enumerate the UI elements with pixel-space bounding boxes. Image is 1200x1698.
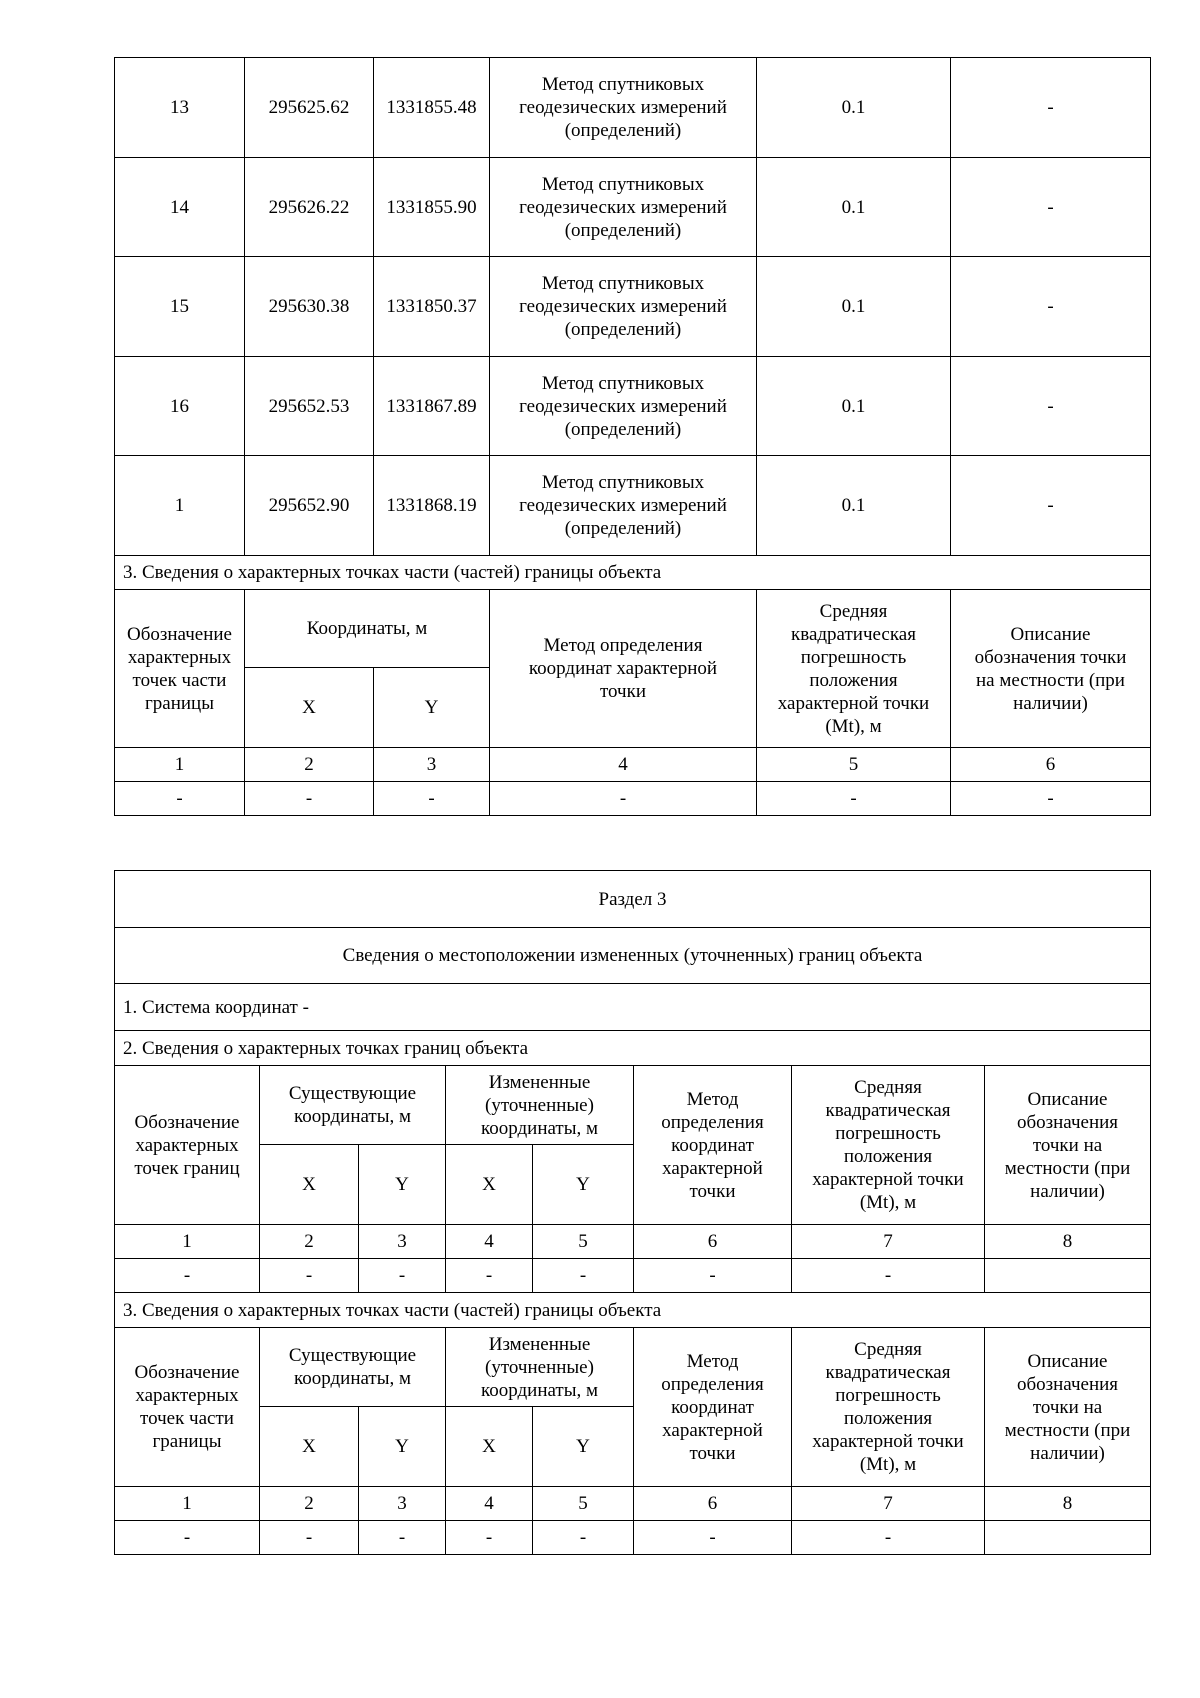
empty-cell: - — [533, 1259, 634, 1293]
point-number: 1 — [115, 456, 245, 556]
header-method: Метод определения координат характерной точки — [634, 1066, 792, 1225]
description: - — [951, 58, 1151, 158]
mt-value: 0.1 — [757, 158, 951, 257]
header-desc: Описание обозначения точки на местности (при наличии) — [951, 590, 1151, 748]
mt-value: 0.1 — [757, 58, 951, 158]
header-desc: Описание обозначения точки на местности (при наличии) — [985, 1328, 1151, 1487]
header-y: Y — [533, 1407, 634, 1487]
header-x: X — [446, 1407, 533, 1487]
point-number: 16 — [115, 357, 245, 456]
header-y: Y — [533, 1145, 634, 1225]
coord-y: 1331855.90 — [374, 158, 490, 257]
column-number: 2 — [260, 1487, 359, 1521]
empty-cell: - — [634, 1521, 792, 1555]
header-changed-coords: Измененные (уточненные) координаты, м — [446, 1328, 634, 1407]
empty-cell: - — [115, 1521, 260, 1555]
header-x: X — [245, 668, 374, 748]
method: Метод спутниковых геодезических измерений (определений) — [490, 357, 757, 456]
empty-cell: - — [374, 782, 490, 816]
empty-cell: - — [792, 1521, 985, 1555]
coord-x: 295652.53 — [245, 357, 374, 456]
coord-y: 1331867.89 — [374, 357, 490, 456]
empty-cell: - — [533, 1521, 634, 1555]
header-mt: Средняя квадратическая погрешность положения характерной точки (Mt), м — [792, 1328, 985, 1487]
empty-cell: - — [951, 782, 1151, 816]
header-mt: Средняя квадратическая погрешность положения характерной точки (Mt), м — [792, 1066, 985, 1225]
header-y: Y — [359, 1407, 446, 1487]
header-method: Метод определения координат характерной точки — [634, 1328, 792, 1487]
coord-y: 1331850.37 — [374, 257, 490, 357]
header-y: Y — [359, 1145, 446, 1225]
point-number: 14 — [115, 158, 245, 257]
point-number: 15 — [115, 257, 245, 357]
header-mt: Средняя квадратическая погрешность положения характерной точки (Mt), м — [757, 590, 951, 748]
header-point: Обозначение характерных точек части границы — [115, 590, 245, 748]
table-row — [115, 1259, 1151, 1293]
table-row — [115, 782, 1151, 816]
coord-x: 295625.62 — [245, 58, 374, 158]
header-method: Метод определения координат характерной точки — [490, 590, 757, 748]
empty-cell: - — [115, 1259, 260, 1293]
empty-cell: - — [115, 782, 245, 816]
method: Метод спутниковых геодезических измерений (определений) — [490, 456, 757, 556]
table-row — [115, 456, 1151, 556]
mt-value: 0.1 — [757, 257, 951, 357]
coord-y: 1331868.19 — [374, 456, 490, 556]
header-coords: Координаты, м — [245, 590, 490, 668]
empty-cell — [985, 1521, 1151, 1555]
column-number: 2 — [245, 748, 374, 782]
column-number: 6 — [634, 1487, 792, 1521]
column-number: 4 — [446, 1225, 533, 1259]
column-number: 3 — [359, 1487, 446, 1521]
column-number: 6 — [951, 748, 1151, 782]
table-row — [115, 257, 1151, 357]
column-number: 4 — [490, 748, 757, 782]
column-number: 3 — [374, 748, 490, 782]
point-number: 13 — [115, 58, 245, 158]
header-existing-coords: Существующие координаты, м — [260, 1328, 446, 1407]
empty-cell: - — [634, 1259, 792, 1293]
header-point: Обозначение характерных точек части границы — [115, 1328, 260, 1487]
part-points-title: 3. Сведения о характерных точках части (частей) границы объекта — [115, 1293, 1151, 1328]
header-y: Y — [374, 668, 490, 748]
column-number: 4 — [446, 1487, 533, 1521]
method: Метод спутниковых геодезических измерений (определений) — [490, 58, 757, 158]
column-number: 1 — [115, 748, 245, 782]
column-number: 8 — [985, 1225, 1151, 1259]
method: Метод спутниковых геодезических измерений (определений) — [490, 158, 757, 257]
mt-value: 0.1 — [757, 357, 951, 456]
section-subtitle: Сведения о местоположении измененных (уточненных) границ объекта — [115, 928, 1151, 984]
coord-x: 295652.90 — [245, 456, 374, 556]
empty-cell: - — [446, 1259, 533, 1293]
table-row — [115, 357, 1151, 456]
mt-value: 0.1 — [757, 456, 951, 556]
coord-x: 295626.22 — [245, 158, 374, 257]
column-number: 1 — [115, 1487, 260, 1521]
empty-cell: - — [490, 782, 757, 816]
empty-cell: - — [359, 1521, 446, 1555]
header-existing-coords: Существующие координаты, м — [260, 1066, 446, 1145]
column-number: 6 — [634, 1225, 792, 1259]
header-x: X — [446, 1145, 533, 1225]
column-numbers-row — [115, 1225, 1151, 1259]
column-number: 7 — [792, 1487, 985, 1521]
section-title: Раздел 3 — [115, 871, 1151, 928]
header-desc: Описание обозначения точки на местности (при наличии) — [985, 1066, 1151, 1225]
description: - — [951, 357, 1151, 456]
coordinate-system: 1. Система координат - — [115, 984, 1151, 1031]
part-points-title: 3. Сведения о характерных точках части (частей) границы объекта — [115, 556, 1151, 590]
column-number: 5 — [533, 1487, 634, 1521]
empty-cell: - — [260, 1521, 359, 1555]
description: - — [951, 456, 1151, 556]
column-number: 3 — [359, 1225, 446, 1259]
column-number: 5 — [757, 748, 951, 782]
empty-cell: - — [792, 1259, 985, 1293]
column-number: 7 — [792, 1225, 985, 1259]
coord-x: 295630.38 — [245, 257, 374, 357]
column-number: 8 — [985, 1487, 1151, 1521]
header-x: X — [260, 1145, 359, 1225]
empty-cell: - — [260, 1259, 359, 1293]
column-number: 1 — [115, 1225, 260, 1259]
empty-cell: - — [245, 782, 374, 816]
column-number: 5 — [533, 1225, 634, 1259]
points-title: 2. Сведения о характерных точках границ объекта — [115, 1031, 1151, 1066]
points-table — [114, 57, 1151, 816]
column-numbers-row — [115, 748, 1151, 782]
empty-cell: - — [359, 1259, 446, 1293]
section3-table — [114, 870, 1151, 1555]
table-row — [115, 58, 1151, 158]
table-row — [115, 1521, 1151, 1555]
coord-y: 1331855.48 — [374, 58, 490, 158]
empty-cell — [985, 1259, 1151, 1293]
column-number: 2 — [260, 1225, 359, 1259]
method: Метод спутниковых геодезических измерений (определений) — [490, 257, 757, 357]
header-point: Обозначение характерных точек границ — [115, 1066, 260, 1225]
empty-cell: - — [446, 1521, 533, 1555]
header-changed-coords: Измененные (уточненные) координаты, м — [446, 1066, 634, 1145]
empty-cell: - — [757, 782, 951, 816]
table-row — [115, 158, 1151, 257]
description: - — [951, 158, 1151, 257]
description: - — [951, 257, 1151, 357]
header-x: X — [260, 1407, 359, 1487]
column-numbers-row — [115, 1487, 1151, 1521]
